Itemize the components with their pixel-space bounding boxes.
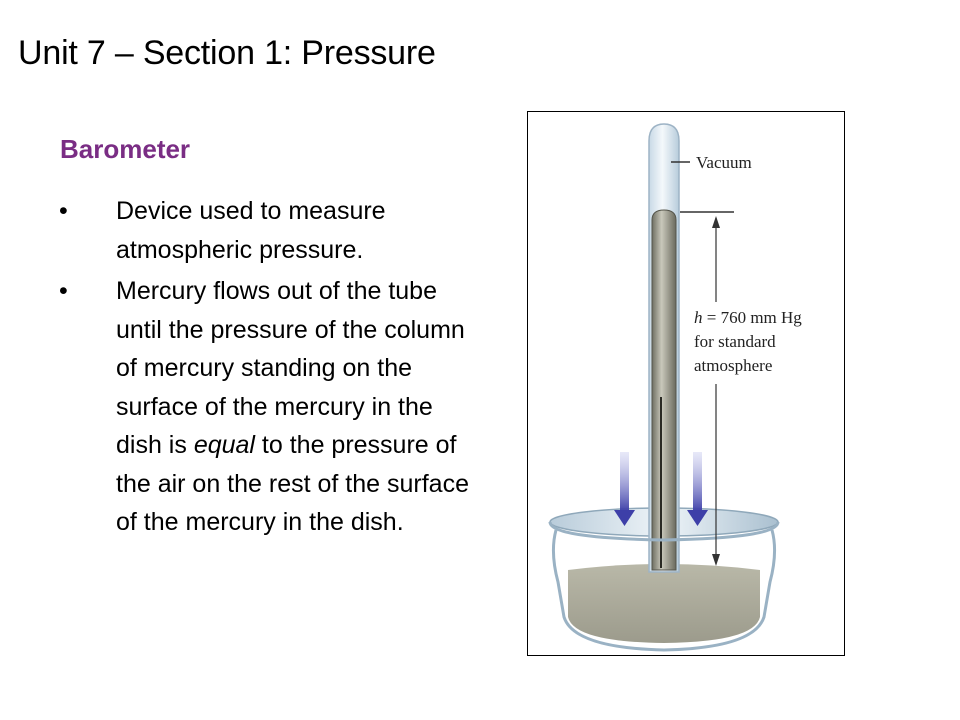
bullet-text [116,277,469,536]
height-label-line2: for standard [694,332,776,351]
barometer-illustration [528,112,844,655]
height-value: = 760 mm Hg [702,308,802,327]
slide-title: Unit 7 – Section 1: Pressure [18,34,436,72]
bullet-emphasis: equal [193,431,255,459]
bullet-dot: • [59,277,68,305]
height-label-line3: atmosphere [694,356,773,375]
bullet-item [56,272,476,542]
bullet-item [56,192,476,269]
bullet-text: Device used to measure atmospheric pressure. [116,197,386,264]
mercury-pool [568,564,760,643]
height-label [694,308,802,327]
height-variable: h [694,308,703,327]
bullet-list [56,192,476,545]
mercury-column [652,210,676,570]
bullet-dot: • [59,197,68,225]
vacuum-label: Vacuum [696,153,752,172]
bullet-text-part: to the pressure of the air on the rest of the surface of the mercury in the dish. [116,431,469,536]
barometer-figure [527,111,845,656]
section-heading: Barometer [60,134,191,164]
bullet-text-part: Mercury flows out of the tube until the pressure of the column of mercury standing on the surface of the mercury in the dish is [116,277,465,459]
